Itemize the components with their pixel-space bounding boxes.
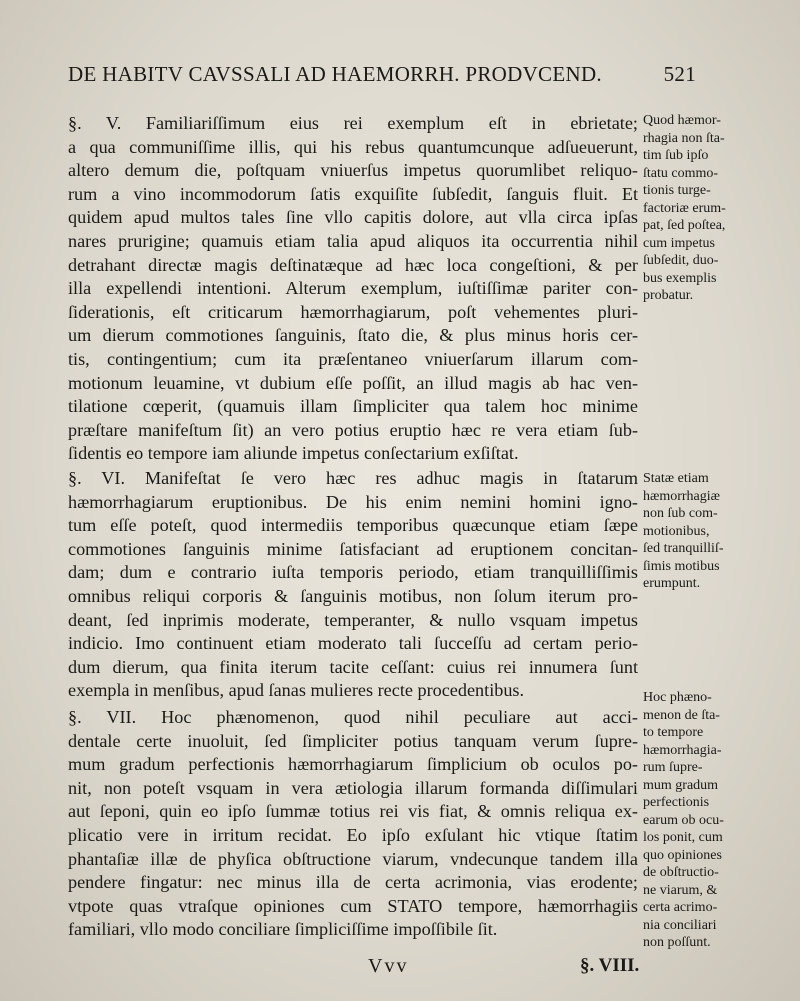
margin-line: hæmorrhagia- — [643, 742, 722, 758]
margin-line: ſubſedit, duo- — [643, 253, 719, 268]
margin-note-section-v — [643, 112, 758, 305]
text-line: motionum leuamine, vt dubium eſſe poſſit, an illud magis ab hac ven- — [68, 372, 638, 393]
text-line: illa expellendi intentioni. Alterum exemplum, iuſtiſſimæ pariter con- — [68, 278, 638, 299]
margin-line: perfectionis — [643, 795, 710, 810]
text-line: dum dierum, qua finita iterum tacite ceſſant: cuius rei innumera ſunt — [68, 656, 638, 677]
margin-line: quo opiniones — [643, 847, 722, 863]
page-number: 521 — [663, 62, 696, 86]
margin-line: los ponit, cum — [643, 830, 723, 845]
margin-note-section-vii — [643, 689, 758, 952]
text-line: omnibus reliqui corporis & ſanguinis motibus, non ſolum iterum pro- — [68, 585, 638, 606]
margin-line: cum impetus — [643, 235, 715, 251]
text-line: commotiones ſanguinis minime ſatisfaciant ad eruptionem concitan- — [68, 538, 638, 559]
text-line: indicio. Imo continuent etiam moderato tali ſucceſſu ad certam perio- — [68, 633, 638, 654]
margin-line: motionibus, — [643, 523, 710, 539]
text-line: hæmorrhagiarum eruptionibus. De his enim nemini homini igno- — [68, 491, 638, 512]
text-line: pendere fingatur: nec minus illa de certa acrimonia, vias erodente; — [68, 872, 638, 893]
margin-line: menon de ſta- — [643, 707, 720, 723]
margin-line: erumpunt. — [643, 576, 701, 591]
text-line: detrahant directæ magis deſtinatæque ad hæc loca congeſtioni, & per — [68, 254, 638, 275]
text-line: ſidentis eo tempore iam aliunde impetus conſectarium exſiſtat. — [68, 443, 519, 464]
text-line: plicatio vere in irritum recidat. Eo ipſo exſulant hic vtique ſtatim — [68, 824, 638, 845]
text-line: tum eſſe poteſt, quod intermediis temporibus quæcunque etiam ſæpe — [68, 515, 638, 536]
running-title: DE HABITV CAVSSALI AD HAEMORRH. PRODVCEND. — [68, 62, 602, 86]
text-line: familiari, vllo modo conciliare ſimpliciſſime impoſſibile ſit. — [68, 919, 498, 940]
text-line: rum a vino incommodorum ſatis exquiſite ſubſedit, ſanguis fluit. Et — [68, 183, 638, 204]
margin-line: non ſub com- — [643, 506, 718, 521]
text-line: mum gradum perfectionis hæmorrhagiarum ſimplicium ob oculos po- — [68, 754, 638, 775]
margin-line: nia conciliari — [643, 917, 717, 933]
margin-line: mum gradum — [643, 777, 719, 793]
margin-line: earum ob ocu- — [643, 812, 724, 828]
catchword: §. VIII. — [580, 955, 640, 976]
text-line: dam; dum e contrario iuſta temporis periodo, etiam tranquilliſſimis — [68, 562, 638, 583]
text-line: quidem apud multos tales ſine vllo capitis dolore, aut vlla circa ipſas — [68, 207, 638, 228]
text-line: exempla in menſibus, apud ſanas mulieres recte procedentibus. — [68, 680, 525, 701]
text-line: deant, ſed inprimis moderate, temperanter, & nullo vsquam impetus — [68, 609, 638, 630]
margin-line: pat, ſed poſtea, — [643, 218, 726, 233]
text-line: phantaſiæ illæ de phyſica obſtructione viarum, vndecunque tandem illa — [68, 848, 638, 869]
text-line: altero demum die, poſtquam vniuerſus impetus quorumlibet reliquo- — [68, 160, 638, 181]
margin-line: factoriæ erum- — [643, 200, 726, 216]
text-line: tis, contingentium; cum ita præſentaneo vniuerſarum illarum com- — [68, 348, 638, 369]
margin-line: ne viarum, & — [643, 882, 718, 898]
section-vi-paragraph — [68, 467, 638, 703]
margin-line: ſed tranquilliſ- — [643, 541, 724, 556]
text-line: a qua communiſſime illis, qui his rebus quantumcunque adſueuerunt, — [68, 136, 638, 157]
text-line: aut ſeponi, quin eo ipſo ſummæ totius rei vis fiat, & omnis reliqua ex- — [68, 801, 638, 822]
running-header — [68, 62, 696, 87]
margin-note-section-vi — [643, 470, 758, 593]
section-vii-paragraph — [68, 706, 638, 942]
text-line: um dierum commotiones ſanguinis, ſtato die, & plus minus horis cer- — [68, 325, 638, 346]
margin-line: to tempore — [643, 725, 704, 740]
text-line: §. V. Familiariſſimum eius rei exemplum eſt in ebrietate; — [68, 113, 638, 133]
text-line: §. VI. Manifeſtat ſe vero hæc res adhuc magis in ſtatarum — [68, 468, 638, 488]
text-line: nit, non poteſt vsquam in vera ætiologia illarum formanda diſſimulari — [68, 777, 638, 798]
margin-line: non poſſunt. — [643, 935, 711, 950]
margin-line: bus exemplis — [643, 270, 717, 286]
margin-line: hæmorrhagiæ — [643, 488, 720, 504]
margin-line: Hoc phæno- — [643, 690, 712, 705]
text-line: præſtare manifeſtum ſit) an vero potius eruptio hæc re vera etiam ſub- — [68, 419, 638, 440]
text-line: nares prurigine; quamuis etiam talia apud aliquos ita occurrentia nihil — [68, 230, 638, 251]
text-line: dentale certe inuoluit, ſed ſimpliciter potius tanquam verum ſupre- — [68, 730, 638, 751]
margin-line: ſtatu commo- — [643, 165, 719, 181]
text-line: tilatione cœperit, (quamuis illam ſimpliciter qua talem hoc minime — [68, 396, 638, 417]
margin-line: certa acrimo- — [643, 900, 718, 915]
text-line: ſiderationis, eſt criticarum hæmorrhagiarum, poſt vehementes pluri- — [68, 301, 638, 322]
margin-line: tim ſub ipſo — [643, 148, 709, 163]
margin-line: rhagia non ſta- — [643, 130, 725, 146]
margin-line: rum ſupre- — [643, 760, 703, 775]
text-line: §. VII. Hoc phænomenon, quod nihil peculiare aut acci- — [68, 707, 638, 727]
margin-line: de obſtructio- — [643, 865, 719, 880]
signature-mark: Vvv — [368, 955, 409, 977]
margin-line: Quod hæmor- — [643, 113, 721, 128]
margin-line: tionis turge- — [643, 183, 711, 198]
margin-line: ſimis motibus — [643, 558, 720, 574]
text-line: vtpote quas vtraſque opiniones cum STATO tempore, hæmorrhagiis — [68, 895, 638, 916]
margin-line: probatur. — [643, 288, 694, 303]
section-v-paragraph — [68, 112, 638, 466]
margin-line: Statæ etiam — [643, 471, 709, 486]
